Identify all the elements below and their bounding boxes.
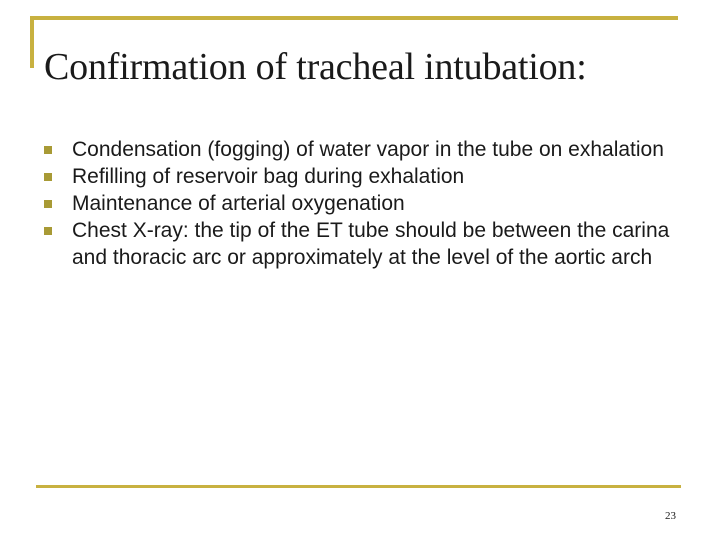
bullet-text: Refilling of reservoir bag during exhalation: [72, 165, 465, 188]
bullet-list: [44, 136, 684, 271]
bullet-text: Maintenance of arterial oxygenation: [72, 192, 405, 215]
title-frame-left-line: [30, 16, 34, 68]
bullet-text: Condensation (fogging) of water vapor in the tube on exhalation: [72, 138, 664, 161]
bullet-text: Chest X-ray: the tip of the ET tube should be between the carina and thoracic arc or approximately at the level of the aortic arch: [72, 219, 670, 269]
bullet-item: [44, 163, 684, 190]
footer-divider: [36, 485, 681, 488]
title-frame-top-line: [30, 16, 678, 20]
page-number: 23: [665, 510, 676, 522]
square-bullet-icon: [44, 227, 52, 235]
bullet-item: [44, 190, 684, 217]
square-bullet-icon: [44, 146, 52, 154]
square-bullet-icon: [44, 200, 52, 208]
slide-title: Confirmation of tracheal intubation:: [44, 46, 587, 88]
bullet-item: [44, 217, 684, 271]
bullet-item: [44, 136, 684, 163]
square-bullet-icon: [44, 173, 52, 181]
